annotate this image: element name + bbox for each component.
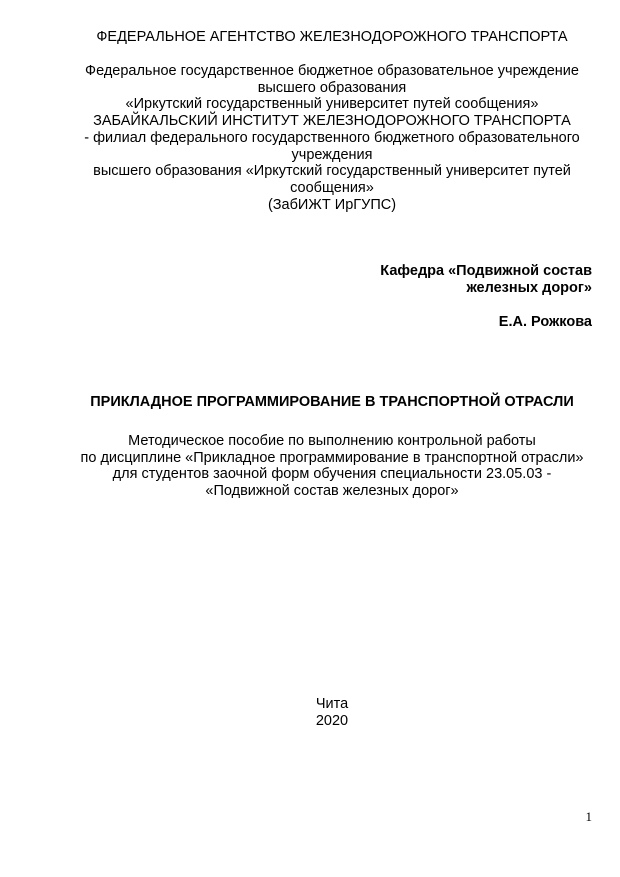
institution-line: (ЗабИЖТ ИрГУПС) (267, 196, 397, 213)
subtitle-line: для студентов заочной форм обучения специальности 23.05.03 - (112, 466, 552, 483)
document-subtitle (72, 433, 592, 500)
header-institution (72, 63, 592, 213)
institution-line: «Иркутский государственный университет путей сообщения» (125, 96, 539, 113)
header-agency: ФЕДЕРАЛЬНОЕ АГЕНТСТВО ЖЕЛЕЗНОДОРОЖНОГО ТРАНСПОРТА (96, 29, 568, 45)
subtitle-line: «Подвижной состав железных дорог» (205, 483, 459, 500)
institution-line: высшего образования (257, 79, 407, 96)
institution-line: ЗАБАЙКАЛЬСКИЙ ИНСТИТУТ ЖЕЛЕЗНОДОРОЖНОГО ТРАНСПОРТА (93, 113, 571, 130)
author-name: Е.А. Рожкова (498, 314, 592, 330)
imprint-year: 2020 (315, 712, 349, 729)
institution-line: - филиал федерального государственного бюджетного образовательного (84, 129, 580, 146)
institution-line: учреждения (291, 146, 373, 163)
imprint-city: Чита (315, 696, 349, 712)
institution-line: сообщения» (290, 179, 374, 196)
department-line: железных дорог» (466, 279, 592, 296)
subtitle-line: Методическое пособие по выполнению контрольной работы (128, 433, 536, 449)
subtitle-line: по дисциплине «Прикладное программирование в транспортной отрасли» (80, 449, 584, 466)
document-title: ПРИКЛАДНОЕ ПРОГРАММИРОВАНИЕ В ТРАНСПОРТНОЙ ОТРАСЛИ (90, 394, 574, 410)
department-block (72, 263, 592, 296)
institution-line: высшего образования «Иркутский государственный университет путей (93, 163, 571, 180)
department-line: Кафедра «Подвижной состав (380, 263, 592, 279)
page-number: 1 (585, 809, 592, 824)
institution-line: Федеральное государственное бюджетное образовательное учреждение (85, 63, 579, 79)
imprint-block (72, 696, 592, 729)
